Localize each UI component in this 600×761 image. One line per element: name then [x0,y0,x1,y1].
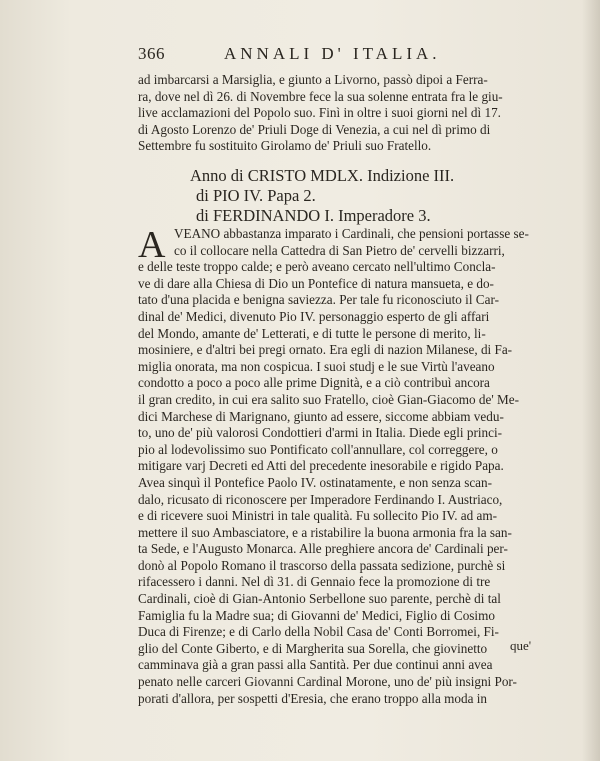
text-line: e di ricevere suoi Ministri in tale qualità. Fu sollecito Pio IV. ad am- [138,508,498,524]
heading-line: Anno di CRISTO MDLX. Indizione III. [190,166,455,185]
page-number: 366 [138,44,165,63]
text-line: ra, dove nel dì 26. di Novembre fece la sua solenne entrata fra le giu- [138,88,503,104]
text-line: ta Sede, e l'Augusto Monarca. Alle preghiere ancora de' Cardinali per- [138,541,508,557]
text-line: di Agosto Lorenzo de' Priuli Doge di Venezia, a cui nel dì primo di [138,121,491,137]
text-line: del Mondo, amante de' Letterati, e di tutte le persone di merito, li- [138,325,486,341]
intro-paragraph [138,72,558,155]
text-line: mosiniere, e d'altri bei pregi ornato. Era egli di nazion Milanese, di Fa- [138,342,513,358]
text-line: miglia onorata, ma non cospicua. I suoi studj e le sue Virtù l'aveano [138,358,495,374]
text-line: Duca di Firenze; e di Carlo della Nobil Casa de' Conti Borromei, Fi- [138,624,499,640]
text-line: condotto a poco a poco alle prime Dignità, e a ciò contribuì ancora [138,375,490,391]
heading-line: di PIO IV. Papa 2. [196,186,316,205]
text-line: Famiglia fu la Madre sua; di Giovanni de' Medici, Figlio di Cosimo [138,607,495,623]
page-edge-shadow [582,0,600,761]
drop-capital: A [138,224,166,266]
text-line: mitigare varj Decreti ed Atti del precedente inesorabile e rigido Papa. [138,458,504,474]
heading-line: di FERDINANDO I. Imperadore 3. [196,206,431,225]
running-header [138,44,558,68]
catchword: que' [510,638,532,653]
text-line: pio al lodevolissimo suo Pontificato coll'annullare, col correggere, o [138,441,498,457]
text-line: porati d'allora, per sospetti d'Eresia, che erano troppo alla moda in [138,690,487,706]
text-line: rifacessero i danni. Nel dì 31. di Gennaio fece la promozione di tre [138,574,491,590]
year-heading [190,166,560,226]
text-line: dinal de' Medici, divenuto Pio IV. personaggio esperto de gli affari [138,308,490,324]
text-line: e delle teste troppo calde; e però aveano cercato nell'ultimo Concla- [138,259,496,275]
text-line: VEANO abbastanza imparato i Cardinali, che pensioni portasse se- [174,226,529,241]
text-line: to, uno de' più valorosi Condottieri d'armi in Italia. Diede egli princi- [138,425,503,441]
text-line: Cardinali, cioè di Gian-Antonio Serbellone suo parente, perchè di tal [138,591,501,607]
running-title: ANNALI D' ITALIA. [224,44,441,63]
text-line: glio del Conte Giberto, e di Margherita sua Sorella, che giovinetto [138,640,488,656]
text-line: mettere il suo Ambasciatore, e a ristabilire la buona armonia fra la san- [138,524,512,540]
text-line: dici Marchese di Marignano, giunto ad essere, siccome abbiam vedu- [138,408,504,424]
text-line: dalo, ricusato di riconoscere per Imperadore Ferdinando I. Austriaco, [138,491,503,507]
text-line: il gran credito, in cui era salito suo Fratello, cioè Gian-Giacomo de' Me- [138,391,520,407]
text-line: camminava già a gran passi alla Santità. Per due continui anni avea [138,657,493,673]
text-line: Settembre fu sostituito Girolamo de' Priuli suo Fratello. [138,138,432,154]
text-line: live acclamazioni del Popolo suo. Finì in oltre i suoi giorni nel dì 17. [138,105,501,121]
text-line: ve di dare alla Chiesa di Dio un Pontefice di natura mansueta, e do- [138,275,494,291]
text-line: donò al Popolo Romano il trascorso della passata sedizione, purchè si [138,557,506,573]
text-line: co il collocare nella Cattedra di San Pietro de' cervelli bizzarri, [174,242,505,258]
text-line: Avea sinquì il Pontefice Paolo IV. ostinatamente, e non senza scan- [138,474,493,490]
text-line: tato d'una placida e benigna saviezza. Per tale fu riconosciuto il Car- [138,292,499,308]
text-line: penato nelle carceri Giovanni Cardinal Morone, uno de' più insigni Por- [138,674,517,690]
text-line: ad imbarcarsi a Marsiglia, e giunto a Livorno, passò dipoi a Ferra- [138,72,488,87]
body-paragraph [138,226,558,707]
